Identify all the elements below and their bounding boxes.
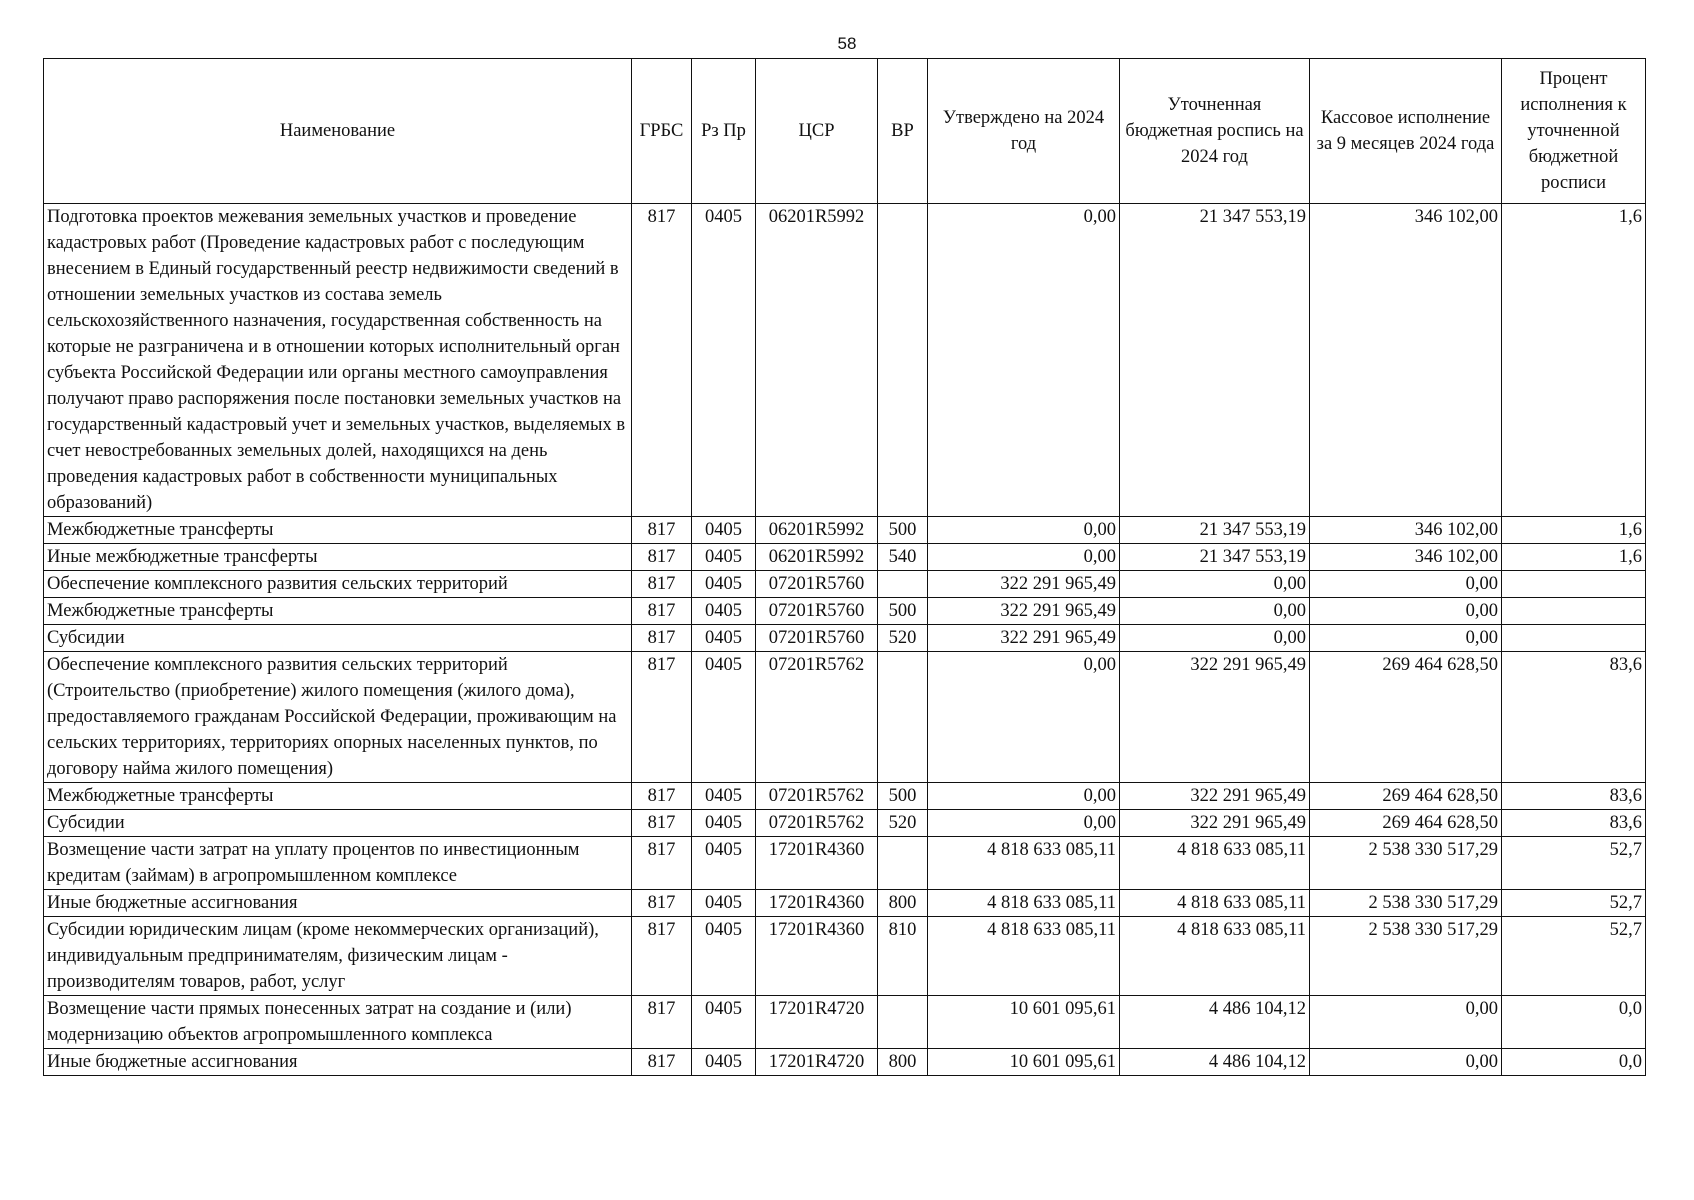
cell-approved: 4 818 633 085,11 xyxy=(928,890,1120,917)
cell-percent: 1,6 xyxy=(1502,517,1646,544)
header-row xyxy=(44,59,1646,204)
table-body xyxy=(44,204,1646,1076)
cell-name: Обеспечение комплексного развития сельских территорий xyxy=(44,571,632,598)
cell-csr: 07201R5762 xyxy=(756,783,878,810)
cell-cash: 346 102,00 xyxy=(1310,204,1502,517)
cell-vr xyxy=(878,996,928,1049)
table-row xyxy=(44,1049,1646,1076)
cell-percent xyxy=(1502,598,1646,625)
cell-cash: 346 102,00 xyxy=(1310,544,1502,571)
cell-refined: 0,00 xyxy=(1120,598,1310,625)
header-csr: ЦСР xyxy=(756,59,878,204)
cell-vr: 540 xyxy=(878,544,928,571)
cell-cash: 0,00 xyxy=(1310,625,1502,652)
cell-name: Межбюджетные трансферты xyxy=(44,783,632,810)
cell-rzpr: 0405 xyxy=(692,625,756,652)
cell-percent: 83,6 xyxy=(1502,652,1646,783)
cell-rzpr: 0405 xyxy=(692,544,756,571)
cell-percent: 83,6 xyxy=(1502,783,1646,810)
cell-grbs: 817 xyxy=(632,810,692,837)
cell-name: Межбюджетные трансферты xyxy=(44,598,632,625)
cell-name: Иные бюджетные ассигнования xyxy=(44,1049,632,1076)
cell-percent xyxy=(1502,625,1646,652)
cell-vr: 520 xyxy=(878,625,928,652)
cell-grbs: 817 xyxy=(632,1049,692,1076)
cell-csr: 07201R5760 xyxy=(756,625,878,652)
cell-approved: 0,00 xyxy=(928,204,1120,517)
cell-rzpr: 0405 xyxy=(692,783,756,810)
page-number: 58 xyxy=(837,34,857,53)
cell-cash: 346 102,00 xyxy=(1310,517,1502,544)
cell-name: Межбюджетные трансферты xyxy=(44,517,632,544)
cell-approved: 322 291 965,49 xyxy=(928,571,1120,598)
cell-rzpr: 0405 xyxy=(692,917,756,996)
cell-refined: 21 347 553,19 xyxy=(1120,544,1310,571)
cell-grbs: 817 xyxy=(632,783,692,810)
cell-vr: 500 xyxy=(878,783,928,810)
cell-refined: 4 486 104,12 xyxy=(1120,1049,1310,1076)
cell-refined: 322 291 965,49 xyxy=(1120,783,1310,810)
cell-name: Возмещение части затрат на уплату процентов по инвестиционным кредитам (займам) в агропромышленном комплексе xyxy=(44,837,632,890)
cell-cash: 0,00 xyxy=(1310,996,1502,1049)
cell-percent: 1,6 xyxy=(1502,544,1646,571)
cell-percent xyxy=(1502,571,1646,598)
cell-vr: 500 xyxy=(878,517,928,544)
header-refined: Уточненная бюджетная роспись на 2024 год xyxy=(1120,59,1310,204)
cell-csr: 17201R4360 xyxy=(756,917,878,996)
cell-percent: 0,0 xyxy=(1502,1049,1646,1076)
header-approved: Утверждено на 2024 год xyxy=(928,59,1120,204)
cell-rzpr: 0405 xyxy=(692,517,756,544)
cell-name: Обеспечение комплексного развития сельских территорий (Строительство (приобретение) жилого помещения (жилого дома), предоставляемого гражданам Российской Федерации, проживающим на сельских территориях, территориях опорных населенных пунктов, по договору найма жилого помещения) xyxy=(44,652,632,783)
cell-vr xyxy=(878,652,928,783)
cell-cash: 2 538 330 517,29 xyxy=(1310,890,1502,917)
cell-vr xyxy=(878,204,928,517)
cell-refined: 0,00 xyxy=(1120,625,1310,652)
cell-grbs: 817 xyxy=(632,204,692,517)
cell-csr: 06201R5992 xyxy=(756,204,878,517)
cell-csr: 07201R5762 xyxy=(756,810,878,837)
cell-refined: 4 818 633 085,11 xyxy=(1120,837,1310,890)
cell-percent: 52,7 xyxy=(1502,837,1646,890)
cell-refined: 4 818 633 085,11 xyxy=(1120,890,1310,917)
cell-grbs: 817 xyxy=(632,544,692,571)
cell-grbs: 817 xyxy=(632,837,692,890)
table-row xyxy=(44,204,1646,517)
cell-rzpr: 0405 xyxy=(692,810,756,837)
cell-vr: 800 xyxy=(878,890,928,917)
table-row xyxy=(44,517,1646,544)
cell-cash: 2 538 330 517,29 xyxy=(1310,917,1502,996)
budget-table xyxy=(43,58,1646,1076)
cell-refined: 322 291 965,49 xyxy=(1120,810,1310,837)
cell-name: Субсидии xyxy=(44,810,632,837)
cell-grbs: 817 xyxy=(632,996,692,1049)
cell-csr: 06201R5992 xyxy=(756,544,878,571)
cell-refined: 0,00 xyxy=(1120,571,1310,598)
table-row xyxy=(44,598,1646,625)
cell-cash: 269 464 628,50 xyxy=(1310,783,1502,810)
cell-refined: 4 486 104,12 xyxy=(1120,996,1310,1049)
header-grbs: ГРБС xyxy=(632,59,692,204)
cell-name: Иные бюджетные ассигнования xyxy=(44,890,632,917)
cell-vr xyxy=(878,571,928,598)
cell-csr: 07201R5762 xyxy=(756,652,878,783)
cell-cash: 0,00 xyxy=(1310,571,1502,598)
cell-cash: 269 464 628,50 xyxy=(1310,652,1502,783)
cell-csr: 17201R4360 xyxy=(756,890,878,917)
cell-vr xyxy=(878,837,928,890)
cell-percent: 0,0 xyxy=(1502,996,1646,1049)
cell-rzpr: 0405 xyxy=(692,204,756,517)
cell-approved: 0,00 xyxy=(928,810,1120,837)
cell-cash: 269 464 628,50 xyxy=(1310,810,1502,837)
table-row xyxy=(44,544,1646,571)
table-row xyxy=(44,996,1646,1049)
cell-percent: 52,7 xyxy=(1502,890,1646,917)
cell-grbs: 817 xyxy=(632,652,692,783)
cell-vr: 520 xyxy=(878,810,928,837)
cell-rzpr: 0405 xyxy=(692,837,756,890)
header-vr: ВР xyxy=(878,59,928,204)
cell-approved: 4 818 633 085,11 xyxy=(928,837,1120,890)
cell-grbs: 817 xyxy=(632,917,692,996)
cell-cash: 2 538 330 517,29 xyxy=(1310,837,1502,890)
cell-cash: 0,00 xyxy=(1310,598,1502,625)
cell-approved: 0,00 xyxy=(928,652,1120,783)
cell-grbs: 817 xyxy=(632,890,692,917)
cell-grbs: 817 xyxy=(632,571,692,598)
table-row xyxy=(44,783,1646,810)
table-row xyxy=(44,810,1646,837)
cell-refined: 322 291 965,49 xyxy=(1120,652,1310,783)
cell-cash: 0,00 xyxy=(1310,1049,1502,1076)
cell-csr: 06201R5992 xyxy=(756,517,878,544)
cell-csr: 17201R4720 xyxy=(756,1049,878,1076)
cell-approved: 0,00 xyxy=(928,517,1120,544)
cell-name: Субсидии юридическим лицам (кроме некоммерческих организаций), индивидуальным предпринимателям, физическим лицам - производителям товаров, работ, услуг xyxy=(44,917,632,996)
cell-vr: 500 xyxy=(878,598,928,625)
cell-csr: 07201R5760 xyxy=(756,598,878,625)
cell-approved: 4 818 633 085,11 xyxy=(928,917,1120,996)
cell-csr: 17201R4360 xyxy=(756,837,878,890)
cell-rzpr: 0405 xyxy=(692,571,756,598)
header-name: Наименование xyxy=(44,59,632,204)
cell-vr: 810 xyxy=(878,917,928,996)
cell-csr: 07201R5760 xyxy=(756,571,878,598)
cell-percent: 1,6 xyxy=(1502,204,1646,517)
header-percent: Процент исполнения к уточненной бюджетной росписи xyxy=(1502,59,1646,204)
cell-approved: 10 601 095,61 xyxy=(928,996,1120,1049)
cell-approved: 322 291 965,49 xyxy=(928,598,1120,625)
cell-refined: 21 347 553,19 xyxy=(1120,204,1310,517)
header-cash: Кассовое исполнение за 9 месяцев 2024 года xyxy=(1310,59,1502,204)
cell-csr: 17201R4720 xyxy=(756,996,878,1049)
cell-name: Иные межбюджетные трансферты xyxy=(44,544,632,571)
table-row xyxy=(44,625,1646,652)
cell-grbs: 817 xyxy=(632,517,692,544)
cell-grbs: 817 xyxy=(632,598,692,625)
cell-name: Возмещение части прямых понесенных затрат на создание и (или) модернизацию объектов агропромышленного комплекса xyxy=(44,996,632,1049)
cell-approved: 0,00 xyxy=(928,783,1120,810)
cell-name: Субсидии xyxy=(44,625,632,652)
cell-rzpr: 0405 xyxy=(692,1049,756,1076)
cell-percent: 52,7 xyxy=(1502,917,1646,996)
cell-rzpr: 0405 xyxy=(692,890,756,917)
cell-vr: 800 xyxy=(878,1049,928,1076)
cell-grbs: 817 xyxy=(632,625,692,652)
cell-refined: 4 818 633 085,11 xyxy=(1120,917,1310,996)
cell-approved: 0,00 xyxy=(928,544,1120,571)
table-row xyxy=(44,571,1646,598)
header-rzpr: Рз Пр xyxy=(692,59,756,204)
cell-percent: 83,6 xyxy=(1502,810,1646,837)
table-row xyxy=(44,837,1646,890)
cell-approved: 10 601 095,61 xyxy=(928,1049,1120,1076)
cell-approved: 322 291 965,49 xyxy=(928,625,1120,652)
cell-rzpr: 0405 xyxy=(692,996,756,1049)
table-row xyxy=(44,890,1646,917)
table-row xyxy=(44,652,1646,783)
cell-rzpr: 0405 xyxy=(692,652,756,783)
cell-name: Подготовка проектов межевания земельных участков и проведение кадастровых работ (Проведение кадастровых работ с последующим внесением в Единый государственный реестр недвижимости сведений в отношении земельных участков из состава земель сельскохозяйственного назначения, государственная собственность на которые не разграничена и в отношении которых исполнительный орган субъекта Российской Федерации или органы местного самоуправления получают право распоряжения после постановки земельных участков на государственный кадастровый учет и земельных участков, выделяемых в счет невостребованных земельных долей, находящихся на день проведения кадастровых работ в собственности муниципальных образований) xyxy=(44,204,632,517)
cell-rzpr: 0405 xyxy=(692,598,756,625)
cell-refined: 21 347 553,19 xyxy=(1120,517,1310,544)
table-row xyxy=(44,917,1646,996)
